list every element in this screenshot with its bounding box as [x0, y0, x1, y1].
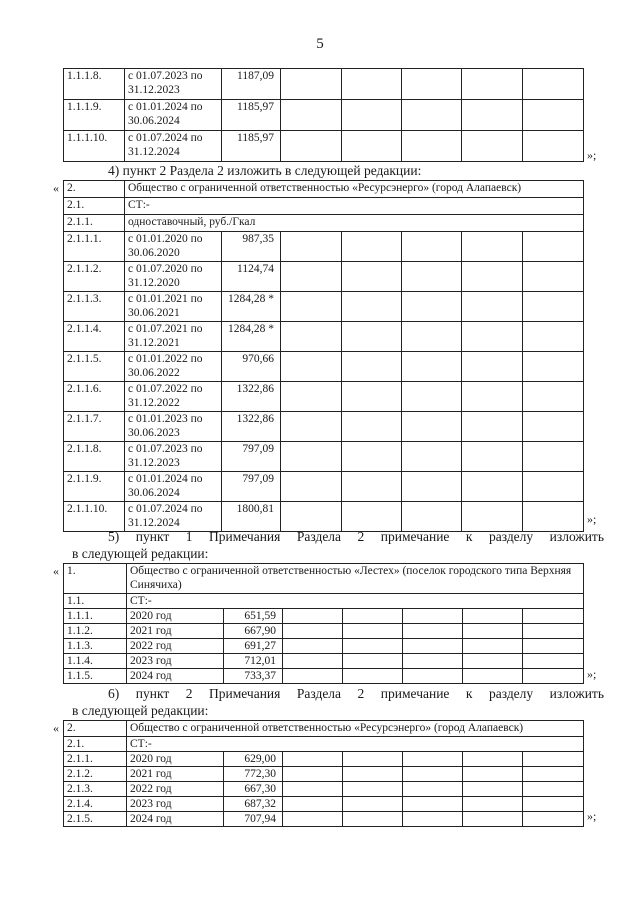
empty-cell — [342, 472, 402, 502]
empty-cell — [283, 797, 343, 812]
sub-label: СТ:- — [125, 198, 584, 215]
sub-label: одноставочный, руб./Гкал — [125, 215, 584, 232]
row-value: 651,59 — [224, 609, 283, 624]
empty-cell — [402, 352, 462, 382]
empty-cell — [402, 131, 462, 162]
row-period: с 01.01.2020 по 30.06.2020 — [125, 232, 222, 262]
opening-quote: « — [53, 181, 59, 195]
empty-cell — [523, 624, 584, 639]
row-value: 1284,28 * — [222, 292, 281, 322]
empty-cell — [523, 812, 584, 827]
subheader-row — [64, 198, 584, 215]
empty-cell — [463, 767, 523, 782]
tariff-table-section2 — [63, 180, 584, 532]
opening-quote: « — [53, 721, 59, 735]
row-year: 2024 год — [127, 812, 224, 827]
row-year: 2024 год — [127, 669, 224, 684]
row-code: 2.1.1.4. — [64, 322, 125, 352]
empty-cell — [283, 782, 343, 797]
note-table-2 — [63, 720, 584, 827]
empty-cell — [523, 100, 584, 131]
empty-cell — [342, 69, 402, 100]
org-header-row — [64, 564, 584, 594]
empty-cell — [402, 322, 462, 352]
empty-cell — [281, 502, 342, 532]
closing-quote: »; — [587, 809, 597, 823]
empty-cell — [523, 782, 584, 797]
empty-cell — [281, 292, 342, 322]
row-code: 2.1.1.10. — [64, 502, 125, 532]
empty-cell — [403, 609, 463, 624]
row-value: 733,37 — [224, 669, 283, 684]
row-period: с 01.01.2024 по 30.06.2024 — [125, 472, 222, 502]
table-row — [64, 639, 584, 654]
row-period: с 01.07.2024 по 31.12.2024 — [125, 131, 222, 162]
row-value: 1284,28 * — [222, 322, 281, 352]
empty-cell — [462, 292, 523, 322]
row-value: 687,32 — [224, 797, 283, 812]
empty-cell — [523, 502, 584, 532]
row-value: 1185,97 — [222, 100, 281, 131]
org-name: Общество с ограниченной ответственностью «Ресурсэнерго» (город Алапаевск) — [127, 721, 584, 737]
empty-cell — [463, 639, 523, 654]
table-row — [64, 232, 584, 262]
empty-cell — [342, 292, 402, 322]
row-year: 2020 год — [127, 752, 224, 767]
empty-cell — [523, 232, 584, 262]
row-code: 2.1.5. — [64, 812, 127, 827]
empty-cell — [342, 382, 402, 412]
empty-cell — [281, 412, 342, 442]
paragraph-5-line2: в следующей редакции: — [72, 546, 209, 561]
row-period: с 01.01.2023 по 30.06.2023 — [125, 412, 222, 442]
empty-cell — [343, 639, 403, 654]
row-year: 2021 год — [127, 624, 224, 639]
empty-cell — [281, 472, 342, 502]
row-year: 2021 год — [127, 767, 224, 782]
closing-quote: »; — [587, 667, 597, 681]
empty-cell — [523, 131, 584, 162]
row-value: 1322,86 — [222, 412, 281, 442]
table-row — [64, 292, 584, 322]
empty-cell — [343, 797, 403, 812]
empty-cell — [343, 669, 403, 684]
empty-cell — [462, 412, 523, 442]
row-value: 1322,86 — [222, 382, 281, 412]
row-code: 2.1.1.9. — [64, 472, 125, 502]
empty-cell — [283, 767, 343, 782]
empty-cell — [342, 322, 402, 352]
opening-quote: « — [53, 564, 59, 578]
empty-cell — [402, 442, 462, 472]
row-code: 2.1.3. — [64, 782, 127, 797]
empty-cell — [283, 812, 343, 827]
empty-cell — [403, 767, 463, 782]
empty-cell — [462, 131, 523, 162]
sub-code: 2.1. — [64, 737, 127, 752]
empty-cell — [403, 782, 463, 797]
empty-cell — [523, 797, 584, 812]
row-year: 2023 год — [127, 797, 224, 812]
empty-cell — [403, 669, 463, 684]
empty-cell — [463, 654, 523, 669]
row-period: с 01.07.2024 по 31.12.2024 — [125, 502, 222, 532]
empty-cell — [343, 767, 403, 782]
paragraph-4: 4) пункт 2 Раздела 2 изложить в следующей редакции: — [108, 163, 422, 178]
empty-cell — [343, 624, 403, 639]
empty-cell — [523, 767, 584, 782]
empty-cell — [402, 292, 462, 322]
row-code: 1.1.1. — [64, 609, 127, 624]
row-year: 2023 год — [127, 654, 224, 669]
row-value: 797,09 — [222, 472, 281, 502]
row-code: 2.1.4. — [64, 797, 127, 812]
org-name: Общество с ограниченной ответственностью «Лестех» (поселок городского типа Верхняя Синячиха) — [127, 564, 584, 594]
empty-cell — [402, 412, 462, 442]
empty-cell — [523, 292, 584, 322]
empty-cell — [523, 412, 584, 442]
row-code: 2.1.2. — [64, 767, 127, 782]
empty-cell — [281, 352, 342, 382]
empty-cell — [462, 69, 523, 100]
empty-cell — [523, 262, 584, 292]
empty-cell — [281, 382, 342, 412]
row-code: 1.1.1.8. — [64, 69, 125, 100]
row-period: с 01.01.2024 по 30.06.2024 — [125, 100, 222, 131]
closing-quote: »; — [587, 148, 597, 162]
table-row — [64, 412, 584, 442]
empty-cell — [402, 232, 462, 262]
row-value: 707,94 — [224, 812, 283, 827]
table-row — [64, 382, 584, 412]
table-row — [64, 624, 584, 639]
row-value: 667,90 — [224, 624, 283, 639]
row-period: с 01.01.2022 по 30.06.2022 — [125, 352, 222, 382]
empty-cell — [403, 639, 463, 654]
empty-cell — [342, 262, 402, 292]
row-code: 2.1.1.6. — [64, 382, 125, 412]
row-code: 1.1.2. — [64, 624, 127, 639]
empty-cell — [402, 382, 462, 412]
empty-cell — [343, 654, 403, 669]
empty-cell — [281, 100, 342, 131]
empty-cell — [523, 442, 584, 472]
empty-cell — [462, 442, 523, 472]
empty-cell — [463, 609, 523, 624]
empty-cell — [403, 624, 463, 639]
sub-code: 2.1. — [64, 198, 125, 215]
table-row — [64, 322, 584, 352]
row-period: с 01.01.2021 по 30.06.2021 — [125, 292, 222, 322]
row-period: с 01.07.2020 по 31.12.2020 — [125, 262, 222, 292]
row-code: 2.1.1.7. — [64, 412, 125, 442]
row-year: 2020 год — [127, 609, 224, 624]
subheader-row — [64, 737, 584, 752]
empty-cell — [342, 502, 402, 532]
empty-cell — [281, 322, 342, 352]
empty-cell — [463, 752, 523, 767]
table-row — [64, 472, 584, 502]
empty-cell — [283, 609, 343, 624]
row-code: 1.1.1.9. — [64, 100, 125, 131]
empty-cell — [523, 609, 584, 624]
row-code: 1.1.3. — [64, 639, 127, 654]
empty-cell — [403, 752, 463, 767]
empty-cell — [283, 752, 343, 767]
empty-cell — [283, 624, 343, 639]
row-year: 2022 год — [127, 782, 224, 797]
empty-cell — [342, 352, 402, 382]
sub-code: 2.1.1. — [64, 215, 125, 232]
row-code: 2.1.1.1. — [64, 232, 125, 262]
table-row — [64, 262, 584, 292]
empty-cell — [283, 639, 343, 654]
empty-cell — [281, 442, 342, 472]
org-code: 2. — [64, 721, 127, 737]
org-header-row — [64, 181, 584, 198]
row-year: 2022 год — [127, 639, 224, 654]
row-value: 772,30 — [224, 767, 283, 782]
row-code: 2.1.1.3. — [64, 292, 125, 322]
table-row — [64, 767, 584, 782]
table-row — [64, 752, 584, 767]
row-code: 1.1.5. — [64, 669, 127, 684]
row-value: 667,30 — [224, 782, 283, 797]
empty-cell — [281, 232, 342, 262]
row-value: 970,66 — [222, 352, 281, 382]
empty-cell — [523, 669, 584, 684]
table-row — [64, 502, 584, 532]
empty-cell — [343, 812, 403, 827]
row-value: 1187,09 — [222, 69, 281, 100]
row-period: с 01.07.2023 по 31.12.2023 — [125, 442, 222, 472]
empty-cell — [523, 352, 584, 382]
empty-cell — [342, 232, 402, 262]
closing-quote: »; — [587, 512, 597, 526]
org-name: Общество с ограниченной ответственностью «Ресурсэнерго» (город Алапаевск) — [125, 181, 584, 198]
page-number: 5 — [316, 36, 324, 52]
table-row — [64, 442, 584, 472]
table-row — [64, 609, 584, 624]
row-code: 1.1.1.10. — [64, 131, 125, 162]
row-period: с 01.07.2021 по 31.12.2021 — [125, 322, 222, 352]
empty-cell — [283, 669, 343, 684]
note-table-1 — [63, 563, 584, 684]
sub-label: СТ:- — [127, 594, 584, 609]
row-value: 629,00 — [224, 752, 283, 767]
empty-cell — [463, 812, 523, 827]
row-value: 797,09 — [222, 442, 281, 472]
sub-code: 1.1. — [64, 594, 127, 609]
row-code: 2.1.1.5. — [64, 352, 125, 382]
paragraph-6-line2: в следующей редакции: — [72, 703, 209, 718]
empty-cell — [342, 131, 402, 162]
empty-cell — [523, 69, 584, 100]
empty-cell — [462, 472, 523, 502]
empty-cell — [343, 752, 403, 767]
empty-cell — [463, 797, 523, 812]
subheader-row — [64, 594, 584, 609]
empty-cell — [283, 654, 343, 669]
empty-cell — [281, 262, 342, 292]
empty-cell — [343, 609, 403, 624]
row-value: 987,35 — [222, 232, 281, 262]
paragraph-5-line1: 5) пункт 1 Примечания Раздела 2 примечание к разделу изложить — [108, 529, 604, 544]
empty-cell — [523, 654, 584, 669]
table-row — [64, 69, 584, 100]
table-row — [64, 797, 584, 812]
empty-cell — [402, 472, 462, 502]
empty-cell — [462, 262, 523, 292]
empty-cell — [281, 131, 342, 162]
empty-cell — [342, 100, 402, 131]
row-period: с 01.07.2022 по 31.12.2022 — [125, 382, 222, 412]
org-header-row — [64, 721, 584, 737]
paragraph-6-line1: 6) пункт 2 Примечания Раздела 2 примечание к разделу изложить — [108, 686, 604, 701]
table-row — [64, 352, 584, 382]
table-row — [64, 654, 584, 669]
row-value: 712,01 — [224, 654, 283, 669]
empty-cell — [402, 69, 462, 100]
empty-cell — [462, 232, 523, 262]
subheader-row — [64, 215, 584, 232]
table-row — [64, 669, 584, 684]
table-row — [64, 812, 584, 827]
empty-cell — [462, 100, 523, 131]
empty-cell — [463, 782, 523, 797]
empty-cell — [462, 322, 523, 352]
row-code: 2.1.1.8. — [64, 442, 125, 472]
row-code: 2.1.1.2. — [64, 262, 125, 292]
empty-cell — [402, 262, 462, 292]
empty-cell — [403, 812, 463, 827]
table-row — [64, 782, 584, 797]
empty-cell — [523, 752, 584, 767]
row-value: 1124,74 — [222, 262, 281, 292]
row-value: 691,27 — [224, 639, 283, 654]
row-value: 1800,81 — [222, 502, 281, 532]
row-period: с 01.07.2023 по 31.12.2023 — [125, 69, 222, 100]
empty-cell — [523, 472, 584, 502]
sub-label: СТ:- — [127, 737, 584, 752]
empty-cell — [342, 412, 402, 442]
empty-cell — [342, 442, 402, 472]
empty-cell — [281, 69, 342, 100]
empty-cell — [463, 624, 523, 639]
row-value: 1185,97 — [222, 131, 281, 162]
table-row — [64, 131, 584, 162]
org-code: 1. — [64, 564, 127, 594]
empty-cell — [523, 322, 584, 352]
row-code: 2.1.1. — [64, 752, 127, 767]
empty-cell — [462, 382, 523, 412]
tariff-table-continuation — [63, 68, 584, 162]
empty-cell — [462, 502, 523, 532]
empty-cell — [402, 100, 462, 131]
empty-cell — [402, 502, 462, 532]
empty-cell — [523, 382, 584, 412]
empty-cell — [403, 797, 463, 812]
empty-cell — [463, 669, 523, 684]
empty-cell — [343, 782, 403, 797]
empty-cell — [523, 639, 584, 654]
row-code: 1.1.4. — [64, 654, 127, 669]
table-row — [64, 100, 584, 131]
empty-cell — [403, 654, 463, 669]
org-code: 2. — [64, 181, 125, 198]
empty-cell — [462, 352, 523, 382]
